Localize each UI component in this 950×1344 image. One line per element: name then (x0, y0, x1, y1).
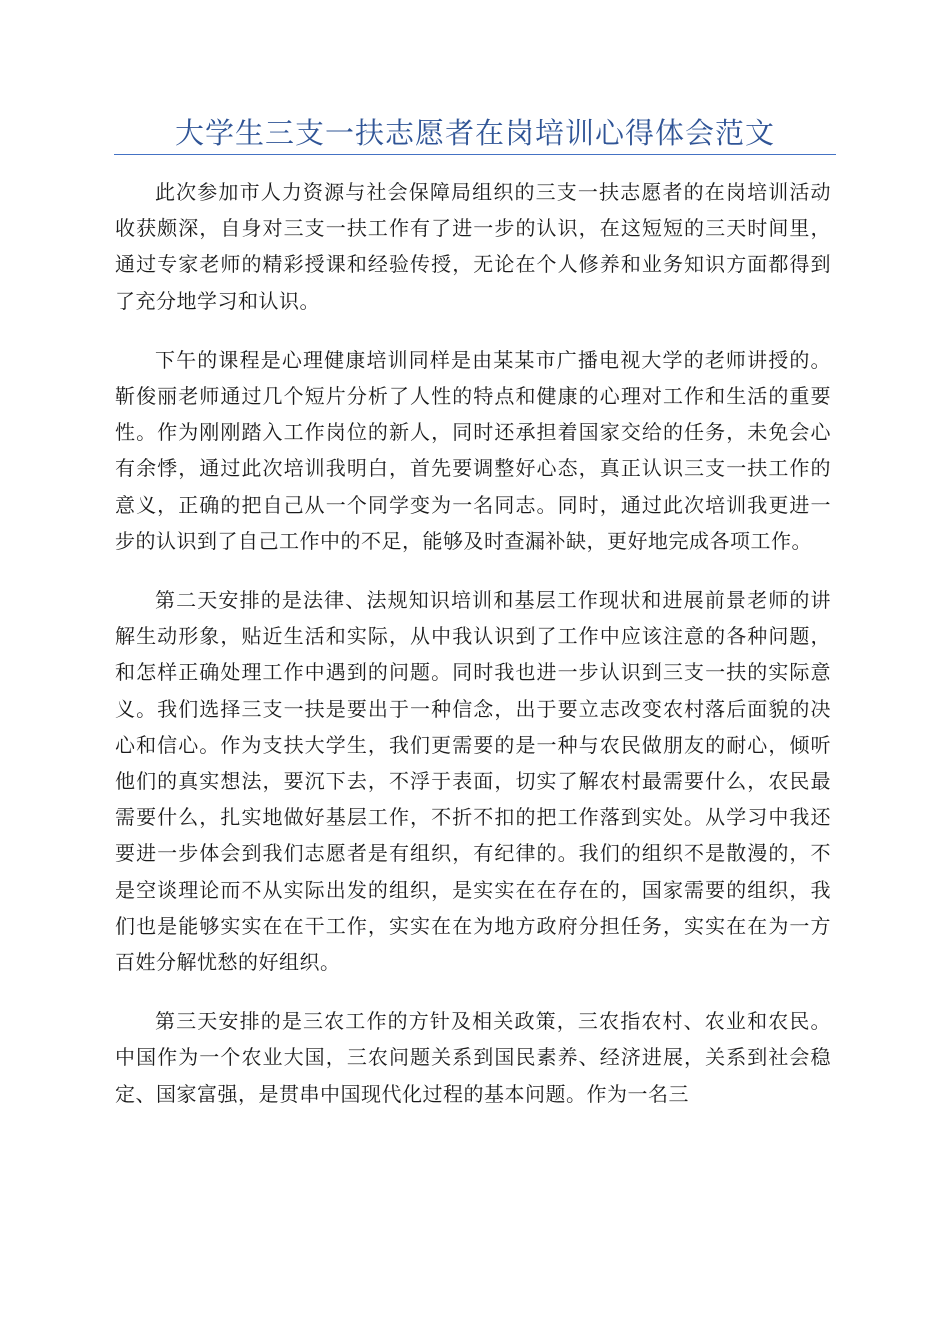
paragraph-3: 第二天安排的是法律、法规知识培训和基层工作现状和进展前景老师的讲解生动形象，贴近生活和实际，从中我认识到了工作中应该注意的各种问题，和怎样正确处理工作中遇到的问题。同时我也进一步认识到三支一扶的实际意义。我们选择三支一扶是要出于一种信念，出于要立志改变农村落后面貌的决心和信心。作为支扶大学生，我们更需要的是一种与农民做朋友的耐心，倾听他们的真实想法，要沉下去，不浮于表面，切实了解农村最需要什么，农民最需要什么，扎实地做好基层工作，不折不扣的把工作落到实处。从学习中我还要进一步体会到我们志愿者是有组织，有纪律的。我们的组织不是散漫的，不是空谈理论而不从实际出发的组织，是实实在在存在的，国家需要的组织，我们也是能够实实在在干工作，实实在在为地方政府分担任务，实实在在为一方百姓分解忧愁的好组织。 (115, 588, 831, 975)
paragraph-4: 第三天安排的是三农工作的方针及相关政策，三农指农村、农业和农民。中国作为一个农业大国，三农问题关系到国民素养、经济进展，关系到社会稳定、国家富强，是贯串中国现代化过程的基本问题。作为一名三 (115, 1009, 831, 1106)
document-body (115, 174, 831, 1135)
paragraph-1: 此次参加市人力资源与社会保障局组织的三支一扶志愿者的在岗培训活动收获颇深，自身对三支一扶工作有了进一步的认识，在这短短的三天时间里，通过专家老师的精彩授课和经验传授，无论在个人修养和业务知识方面都得到了充分地学习和认识。 (115, 180, 831, 313)
page-title: 大学生三支一扶志愿者在岗培训心得体会范文 (174, 116, 775, 150)
paragraph-2: 下午的课程是心理健康培训同样是由某某市广播电视大学的老师讲授的。靳俊丽老师通过几个短片分析了人性的特点和健康的心理对工作和生活的重要性。作为刚刚踏入工作岗位的新人，同时还承担着国家交给的任务，未免会心有余悸，通过此次培训我明白，首先要调整好心态，真正认识三支一扶工作的意义，正确的把自己从一个同学变为一名同志。同时，通过此次培训我更进一步的认识到了自己工作中的不足，能够及时查漏补缺，更好地完成各项工作。 (115, 347, 831, 553)
title-underline (114, 154, 836, 155)
